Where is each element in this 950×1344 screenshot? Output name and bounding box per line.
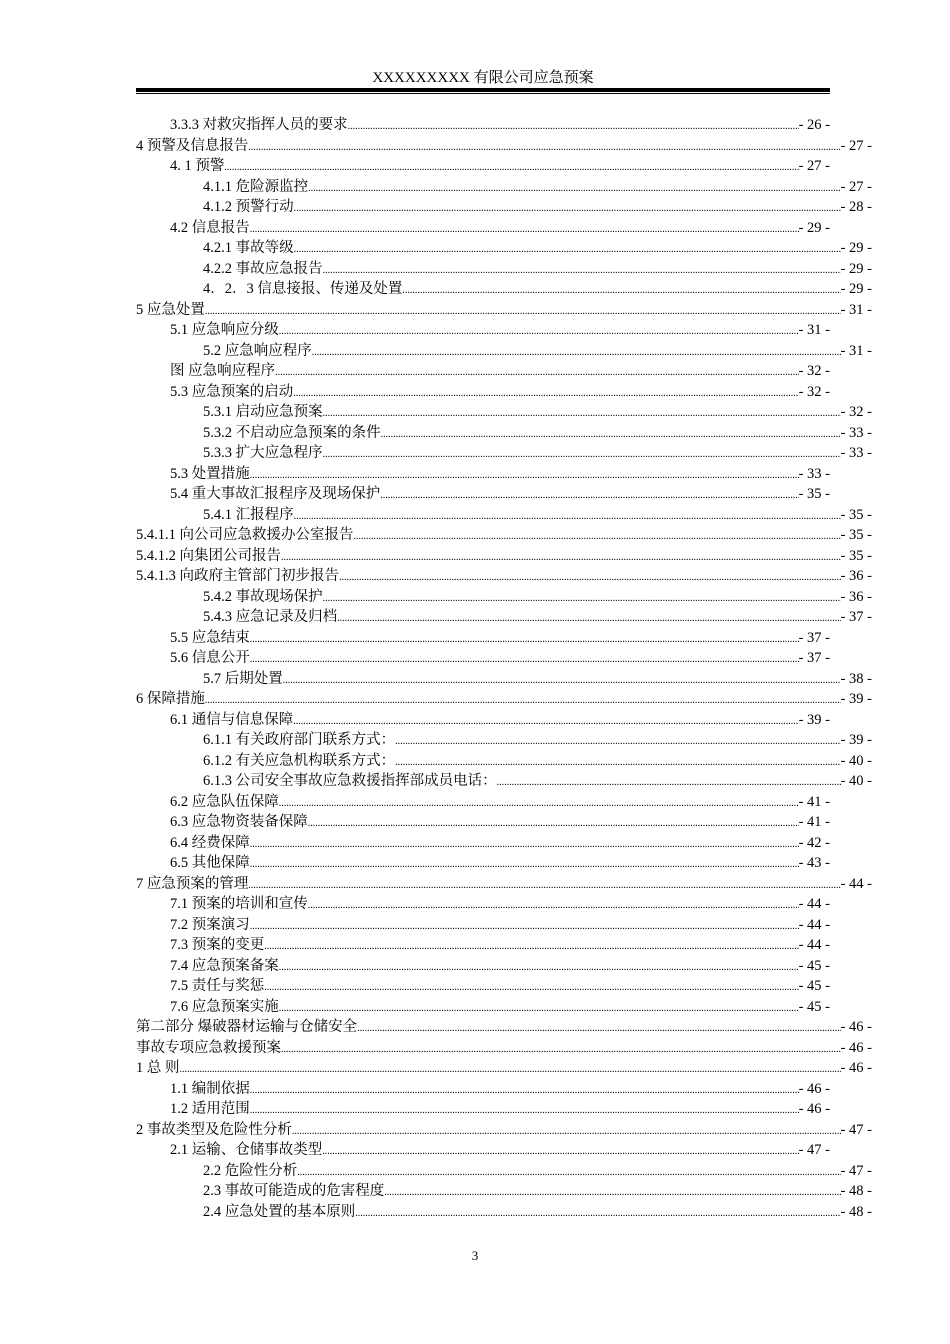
toc-entry-page: - 33 - — [840, 424, 872, 441]
toc-entry-title: 5.4.3 应急记录及归档 — [203, 609, 338, 625]
toc-entry-title: 7.1 预案的培训和宣传 — [170, 896, 308, 912]
toc-entry-title: 6.1.2 有关应急机构联系方式： — [203, 752, 396, 769]
toc-leader-dots — [354, 525, 841, 547]
toc-entry-page: - 44 - — [798, 916, 830, 933]
toc-entry[interactable] — [136, 1038, 872, 1058]
toc-entry-title: 4.2.2 事故应急报告 — [203, 260, 323, 277]
toc-leader-dots — [250, 1079, 799, 1101]
toc-entry-title: 2 事故类型及危险性分析 — [136, 1121, 292, 1138]
toc-entry[interactable] — [203, 279, 872, 299]
toc-leader-dots — [205, 689, 841, 711]
toc-entry[interactable] — [136, 874, 872, 894]
toc-entry-title: 5.4 重大事故汇报程序及现场保护 — [170, 486, 381, 502]
toc-entry[interactable] — [203, 1181, 872, 1201]
toc-entry-title: 6 保障措施 — [136, 691, 205, 707]
toc-leader-dots — [308, 894, 799, 916]
toc-entry-page: - 32 - — [840, 404, 872, 420]
toc-entry-page: - 29 - — [840, 240, 872, 256]
toc-entry-title: 1 总 则 — [136, 1060, 180, 1076]
toc-entry-page: - 35 - — [840, 527, 872, 543]
toc-leader-dots — [497, 771, 841, 793]
toc-entry-title: 5.3.3 扩大应急程序 — [203, 445, 323, 461]
toc-entry-page: - 44 - — [798, 937, 830, 953]
toc-entry-title: 4.1.1 危险源监控 — [203, 178, 309, 195]
toc-leader-dots — [279, 956, 799, 978]
toc-entry[interactable] — [203, 587, 872, 607]
toc-entry-page: - 32 - — [798, 383, 830, 400]
toc-entry-title: 5.4.1.1 向公司应急救援办公室报告 — [136, 527, 354, 543]
toc-entry-page: - 47 - — [840, 1121, 872, 1138]
toc-entry-page: - 31 - — [798, 322, 830, 338]
toc-entry-page: - 35 - — [840, 547, 872, 564]
toc-entry-page: - 29 - — [840, 281, 872, 297]
toc-entry-title: 5.1 应急响应分级 — [170, 322, 279, 338]
toc-entry-title: 4．2．3 信息接报、传递及处置 — [203, 281, 403, 297]
toc-leader-dots — [281, 546, 841, 568]
toc-entry-title: 7.4 应急预案备案 — [170, 957, 279, 974]
toc-entry-title: 5.3 应急预案的启动 — [170, 383, 294, 400]
toc-entry[interactable] — [170, 484, 830, 504]
toc-entry[interactable] — [170, 976, 830, 996]
toc-entry-title: 4.2 信息报告 — [170, 219, 250, 236]
toc-leader-dots — [308, 177, 840, 199]
toc-entry-page: - 37 - — [798, 650, 830, 666]
toc-leader-dots — [279, 792, 799, 814]
toc-entry-page: - 31 - — [840, 342, 872, 359]
toc-entry[interactable] — [203, 443, 872, 463]
toc-entry-page: - 44 - — [798, 896, 830, 912]
page-number: 3 — [471, 1248, 479, 1263]
toc-entry-page: - 36 - — [840, 588, 872, 605]
toc-entry[interactable] — [203, 669, 872, 689]
toc-entry[interactable] — [170, 956, 830, 976]
toc-entry-title: 5.4.2 事故现场保护 — [203, 588, 323, 605]
toc-leader-dots — [323, 402, 841, 424]
toc-entry-page: - 46 - — [798, 1080, 830, 1097]
toc-leader-dots — [205, 300, 841, 322]
toc-leader-dots — [323, 443, 841, 465]
toc-leader-dots — [248, 136, 840, 158]
toc-entry[interactable] — [136, 1058, 872, 1078]
toc-entry[interactable] — [136, 300, 872, 320]
toc-leader-dots — [279, 320, 799, 342]
toc-entry-title: 2.3 事故可能造成的危害程度 — [203, 1183, 385, 1199]
toc-leader-dots — [402, 279, 840, 301]
toc-entry-page: - 46 - — [840, 1019, 872, 1035]
toc-entry-page: - 40 - — [840, 773, 872, 789]
toc-entry-page: - 37 - — [798, 629, 830, 646]
toc-entry-page: - 47 - — [798, 1142, 830, 1158]
toc-leader-dots — [250, 1099, 799, 1121]
toc-entry[interactable] — [136, 566, 872, 586]
toc-entry-title: 5.2 应急响应程序 — [203, 342, 312, 359]
toc-entry[interactable] — [136, 525, 872, 545]
toc-entry-title: 6.1.1 有关政府部门联系方式： — [203, 732, 396, 748]
toc-leader-dots — [380, 484, 798, 506]
toc-entry-page: - 38 - — [840, 670, 872, 687]
toc-entry[interactable] — [170, 115, 830, 135]
toc-entry-page: - 41 - — [798, 793, 830, 810]
toc-entry-title: 6.3 应急物资装备保障 — [170, 814, 308, 830]
header-rule-thin — [136, 93, 830, 94]
toc-entry[interactable] — [170, 935, 830, 955]
toc-leader-dots — [312, 341, 841, 363]
toc-entry[interactable] — [170, 894, 830, 914]
toc-entry-title: 5.4.1 汇报程序 — [203, 506, 294, 523]
toc-leader-dots — [279, 997, 799, 1019]
toc-entry-page: - 41 - — [798, 814, 830, 830]
toc-entry-title: 5.3 处置措施 — [170, 465, 250, 482]
toc-entry[interactable] — [203, 402, 872, 422]
toc-entry-title: 4.2.1 事故等级 — [203, 240, 294, 256]
toc-entry-title: 7.3 预案的变更 — [170, 937, 265, 953]
toc-leader-dots — [250, 648, 799, 670]
toc-entry[interactable] — [170, 156, 830, 176]
toc-entry[interactable] — [170, 628, 830, 648]
toc-leader-dots — [294, 505, 841, 527]
toc-entry-title: 7.5 责任与奖惩 — [170, 978, 265, 994]
toc-entry[interactable] — [136, 689, 872, 709]
toc-leader-dots — [283, 669, 841, 691]
toc-entry-page: - 39 - — [840, 732, 872, 748]
toc-entry-title: 5.4.1.3 向政府主管部门初步报告 — [136, 568, 339, 584]
toc-entry-page: - 35 - — [840, 506, 872, 523]
toc-entry[interactable] — [136, 1120, 872, 1140]
toc-leader-dots — [275, 361, 798, 383]
toc-entry-page: - 26 - — [798, 117, 830, 133]
toc-entry-page: - 36 - — [840, 568, 872, 584]
toc-leader-dots — [250, 915, 799, 937]
toc-entry[interactable] — [203, 751, 872, 771]
toc-leader-dots — [250, 464, 799, 486]
toc-entry[interactable] — [136, 1017, 872, 1037]
toc-entry-page: - 45 - — [798, 957, 830, 974]
toc-entry-title: 6.2 应急队伍保障 — [170, 793, 279, 810]
toc-entry[interactable] — [170, 1140, 830, 1160]
toc-entry[interactable] — [170, 710, 830, 730]
toc-entry-page: - 47 - — [840, 1162, 872, 1179]
toc-entry-title: 6.1 通信与信息保障 — [170, 711, 294, 728]
toc-leader-dots — [395, 730, 840, 752]
toc-leader-dots — [348, 115, 799, 137]
toc-entry-page: - 45 - — [798, 998, 830, 1015]
toc-entry-title: 5.5 应急结束 — [170, 629, 250, 646]
toc-leader-dots — [224, 156, 798, 178]
toc-leader-dots — [308, 812, 799, 834]
toc-entry-title: 4. 1 预警 — [170, 158, 225, 174]
toc-leader-dots — [281, 1038, 841, 1060]
toc-leader-dots — [337, 607, 840, 629]
toc-entry[interactable] — [170, 1099, 830, 1119]
toc-entry[interactable] — [170, 812, 830, 832]
toc-entry-page: - 46 - — [798, 1101, 830, 1117]
toc-leader-dots — [248, 874, 840, 896]
toc-entry-title: 5.6 信息公开 — [170, 650, 250, 666]
toc-entry-title: 5.3.1 启动应急预案 — [203, 404, 323, 420]
toc-entry-page: - 37 - — [840, 609, 872, 625]
toc-entry-title: 4 预警及信息报告 — [136, 137, 249, 154]
header-rule — [136, 88, 830, 92]
toc-leader-dots — [250, 853, 799, 875]
toc-entry[interactable] — [203, 341, 872, 361]
toc-entry-page: - 27 - — [840, 137, 872, 154]
toc-entry-title: 5.3.2 不启动应急预案的条件 — [203, 424, 381, 441]
toc-leader-dots — [292, 1120, 841, 1142]
toc-leader-dots — [381, 423, 841, 445]
toc-leader-dots — [384, 1181, 840, 1203]
toc-entry[interactable] — [170, 1079, 830, 1099]
toc-entry-title: 第二部分 爆破器材运输与仓储安全 — [136, 1019, 358, 1035]
toc-leader-dots — [323, 587, 841, 609]
toc-leader-dots — [355, 1202, 840, 1224]
toc-entry-title: 2.2 危险性分析 — [203, 1162, 298, 1179]
toc-entry-page: - 48 - — [840, 1183, 872, 1199]
toc-leader-dots — [323, 259, 841, 281]
toc-entry[interactable] — [203, 505, 872, 525]
toc-entry-page: - 39 - — [840, 691, 872, 707]
toc-leader-dots — [293, 382, 798, 404]
toc-entry-page: - 27 - — [798, 158, 830, 174]
toc-entry[interactable] — [170, 648, 830, 668]
toc-leader-dots — [395, 751, 840, 773]
toc-entry-page: - 45 - — [798, 978, 830, 994]
toc-entry[interactable] — [170, 218, 830, 238]
toc-leader-dots — [264, 976, 798, 998]
toc-leader-dots — [357, 1017, 840, 1039]
toc-entry-page: - 31 - — [840, 301, 872, 318]
toc-entry-title: 6.1.3 公司安全事故应急救援指挥部成员电话： — [203, 773, 497, 789]
toc-entry-title: 2.4 应急处置的基本原则 — [203, 1203, 356, 1220]
toc-entry-page: - 43 - — [798, 855, 830, 871]
toc-entry-title: 2.1 运输、仓储事故类型 — [170, 1142, 323, 1158]
toc-leader-dots — [250, 628, 799, 650]
toc-entry-title: 7.2 预案演习 — [170, 916, 250, 933]
toc-entry-page: - 39 - — [798, 711, 830, 728]
toc-entry-page: - 46 - — [840, 1060, 872, 1076]
toc-entry[interactable] — [203, 197, 872, 217]
toc-entry-title: 5.7 后期处置 — [203, 670, 283, 687]
toc-entry-title: 5 应急处置 — [136, 301, 205, 318]
toc-entry[interactable] — [136, 136, 872, 156]
toc-entry-page: - 32 - — [798, 363, 830, 379]
toc-entry[interactable] — [170, 361, 830, 381]
toc-entry-page: - 48 - — [840, 1203, 872, 1220]
toc-entry[interactable] — [170, 997, 830, 1017]
toc-leader-dots — [294, 238, 841, 260]
toc-entry-page: - 46 - — [840, 1039, 872, 1056]
toc-leader-dots — [264, 935, 798, 957]
toc-leader-dots — [293, 710, 798, 732]
toc-entry-title: 事故专项应急救援预案 — [136, 1039, 281, 1056]
toc-entry-page: - 40 - — [840, 752, 872, 769]
toc-entry[interactable] — [170, 382, 830, 402]
toc-entry[interactable] — [170, 915, 830, 935]
toc-leader-dots — [322, 1140, 798, 1162]
toc-entry[interactable] — [203, 607, 872, 627]
toc-entry[interactable] — [203, 730, 872, 750]
toc-entry-title: 7 应急预案的管理 — [136, 875, 249, 892]
toc-entry[interactable] — [203, 259, 872, 279]
toc-entry[interactable] — [203, 771, 872, 791]
toc-entry-title: 1.2 适用范围 — [170, 1101, 250, 1117]
toc-entry[interactable] — [136, 546, 872, 566]
toc-entry[interactable] — [170, 320, 830, 340]
toc-entry[interactable] — [203, 238, 872, 258]
toc-entry-page: - 44 - — [840, 875, 872, 892]
toc-leader-dots — [250, 833, 799, 855]
toc-entry-page: - 29 - — [798, 219, 830, 236]
toc-entry-title: 5.4.1.2 向集团公司报告 — [136, 547, 281, 564]
toc-entry[interactable] — [170, 464, 830, 484]
toc-leader-dots — [180, 1058, 841, 1080]
toc-entry-page: - 33 - — [798, 465, 830, 482]
toc-entry[interactable] — [170, 853, 830, 873]
toc-entry-page: - 29 - — [840, 260, 872, 277]
toc-entry-title: 1.1 编制依据 — [170, 1080, 250, 1097]
toc-entry-title: 图 应急响应程序 — [170, 363, 276, 379]
toc-entry[interactable] — [170, 792, 830, 812]
toc-leader-dots — [339, 566, 841, 588]
toc-entry-page: - 28 - — [840, 199, 872, 215]
toc-entry[interactable] — [203, 1161, 872, 1181]
toc-entry[interactable] — [170, 833, 830, 853]
toc-entry[interactable] — [203, 177, 872, 197]
toc-entry-title: 6.5 其他保障 — [170, 855, 250, 871]
toc-entry-title: 4.1.2 预警行动 — [203, 199, 294, 215]
toc-entry[interactable] — [203, 1202, 872, 1222]
toc-entry-page: - 27 - — [840, 178, 872, 195]
toc-leader-dots — [250, 218, 799, 240]
toc-leader-dots — [294, 197, 841, 219]
toc-entry-page: - 35 - — [798, 486, 830, 502]
toc-entry-title: 6.4 经费保障 — [170, 834, 250, 851]
toc-leader-dots — [297, 1161, 840, 1183]
toc-entry[interactable] — [203, 423, 872, 443]
toc-entry-title: 7.6 应急预案实施 — [170, 998, 279, 1015]
toc-entry-page: - 33 - — [840, 445, 872, 461]
document-header: XXXXXXXXX 有限公司应急预案 — [372, 70, 594, 86]
toc-entry-title: 3.3.3 对救灾指挥人员的要求 — [170, 117, 348, 133]
toc-entry-page: - 42 - — [798, 834, 830, 851]
